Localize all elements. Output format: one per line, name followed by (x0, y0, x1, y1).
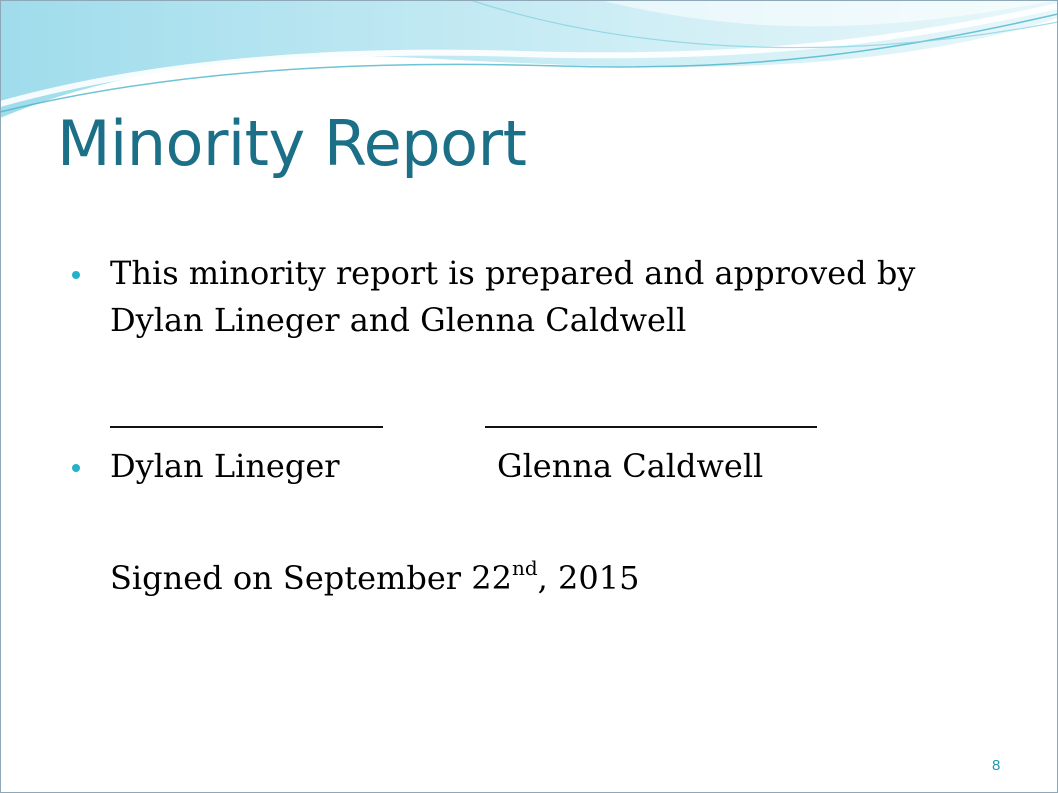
statement-line-1: This minority report is prepared and approved by (110, 254, 916, 292)
bullet-icon (72, 271, 80, 279)
bullet-icon (72, 464, 80, 472)
signed-date (110, 558, 639, 598)
signed-date-ordinal: nd (511, 556, 538, 580)
signature-line-1 (110, 426, 383, 428)
slide-title: Minority Report (57, 107, 527, 180)
statement-line-2: Dylan Lineger and Glenna Caldwell (110, 301, 687, 339)
signed-date-prefix: Signed on September 22 (110, 559, 512, 597)
page-number: 8 (992, 757, 1001, 774)
signed-date-year: , 2015 (537, 559, 640, 597)
signer-name-2: Glenna Caldwell (497, 447, 764, 485)
signature-line-2 (485, 426, 817, 428)
signer-name-1: Dylan Lineger (110, 447, 340, 485)
